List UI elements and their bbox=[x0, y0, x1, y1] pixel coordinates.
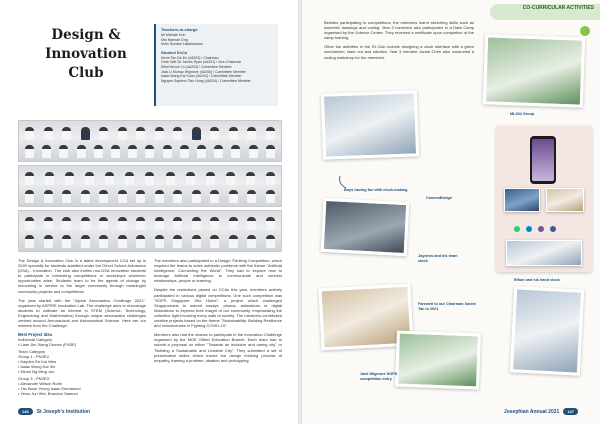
club-title-block bbox=[26, 26, 146, 83]
right-text-column bbox=[324, 20, 474, 64]
page-number: 146 bbox=[18, 408, 33, 415]
chat-app-icon bbox=[514, 226, 520, 232]
photo-caption: Ethan and his hand clock bbox=[514, 278, 560, 282]
activities-paragraph: Other fun activities in the DI Club include designing a clock interface with a given mechanism, laser cut and robotics. Year 3 member Jamal Chen also conducted a coding workshop for the members. bbox=[324, 44, 474, 60]
exco-member: Jack Li Murray Wigmore (4A206) / Committee Member bbox=[161, 69, 246, 74]
app-screenshot bbox=[504, 188, 540, 212]
photo-caption: ML302 Group bbox=[510, 112, 535, 116]
exco-member: Kevin Tan De En (4A202) / Chairman bbox=[161, 55, 219, 60]
ml302-group-photo bbox=[483, 34, 585, 107]
right-folio bbox=[504, 408, 578, 415]
group-photo-2 bbox=[18, 165, 282, 207]
intro-paragraph: The Design & Innovation Club is a talent development CCA set up in 2020 specially for students admitted under the Direct School Admission (DSA) - Innovation. The club also invites non-DSA Innovation students to participate in interesting competitions or workshops whenever opportunities arise. Students learn to be the agents of change by innovating in service to the larger community through meaningful community projects and competitions. bbox=[18, 258, 146, 294]
group-photo-3 bbox=[18, 210, 282, 252]
award-heading: Best Project Idea bbox=[18, 332, 52, 338]
innovation-challenge-paragraph: Members also had the chance to participate in the Innovation Challenge organised by the MOE Gifted Education Branch. Each team had to submit a proposal on either "Towards an inclusive and caring city" or "Building a Sustainable and Liveable City". They submitted a set of presentation slides which traced the design thinking process of empathy, framing a problem, ideation and prototyping. bbox=[154, 332, 282, 363]
winner-name: • Isaac Wong Kai Xin bbox=[18, 364, 56, 370]
section-banner bbox=[490, 4, 600, 22]
left-text-column-2 bbox=[154, 258, 282, 367]
book-spine bbox=[298, 0, 302, 424]
exco-heading: Student ExCo bbox=[161, 49, 188, 55]
teacher-name: Mdm Sundari Lakshmanan bbox=[161, 42, 203, 47]
category-label: Team Category bbox=[18, 349, 46, 355]
exco-member: Chen Wei Ze James Ryan (4A201) / Vice-Chairman bbox=[161, 60, 242, 65]
group-photo-1 bbox=[18, 120, 282, 162]
winner-name: • Ethan Ng Ming Jun bbox=[18, 369, 55, 375]
exco-member: Nguyen Sapiens Tieu Hung (4A204) / Committee Member bbox=[161, 78, 251, 83]
telegram-icon bbox=[526, 226, 532, 232]
left-folio bbox=[18, 408, 90, 415]
messenger-icon bbox=[550, 226, 556, 232]
jaydens-team-photo bbox=[321, 198, 410, 256]
photo-caption: Boys having fun with clock-making bbox=[344, 188, 408, 192]
section-title: CO-CURRICULAR ACTIVITIES bbox=[522, 5, 594, 11]
viber-icon bbox=[538, 226, 544, 232]
clock-making-photo bbox=[321, 90, 419, 159]
winner-name: • Kayden Ee Kai Wen bbox=[18, 359, 57, 365]
winner-name: • Liam Jim Xiang Duman (PN3E) bbox=[18, 342, 77, 348]
presentation-slide bbox=[506, 240, 582, 266]
publication-name: St Joseph's Institution bbox=[36, 408, 91, 415]
page-title: Design & Innovation Club bbox=[45, 27, 127, 81]
winner-name: • Alexander Wilson Robb bbox=[18, 381, 63, 387]
right-page bbox=[300, 0, 600, 424]
photo-caption: Jaydens and his team clock bbox=[418, 254, 458, 263]
publication-name: Josephian Annual 2021 bbox=[503, 408, 560, 415]
commsbridge-board bbox=[496, 126, 592, 272]
teachers-heading: Teachers-in-charge bbox=[161, 27, 198, 32]
leaf-sticker-icon bbox=[580, 26, 590, 36]
group-label: Group 3 - PN2EG bbox=[18, 376, 50, 382]
winner-name: • Tan Boon Yeong Isaac Emmanuel bbox=[18, 386, 81, 392]
winner-name: • Yeow Jun Wei, Brandon Samuel bbox=[18, 391, 78, 397]
phone-mockup-icon bbox=[530, 136, 556, 184]
alpine-paragraph: The year started with the "Alpine Aeronautics Challenge 2021", organised by ASPIRE Incubation Lab. The challenge aims to encourage students to cultivate an interest in STEM (Science, Technology, Engineering and Mathematics) through unique aeronautics challenges centred around Aeronautical and Astronautical Science. Here are our winners from the Challenge: bbox=[18, 297, 146, 329]
sgps-paragraph: Despite the restrictions placed on CCAs this year, members actively participated in various digital competitions. One such competition was "SGPS Singapore Olio Home", a project which challenged Singaporeans to submit essays, photos, animations or digital illustrations to express their insight of our community, emphasising the collective fight involving every walk of society. The members contributed creative projects based on the theme "Sustainability: Building Resilience and Inclusiveness in Fighting COVID-19". bbox=[154, 287, 282, 329]
teacher-name: Mrs Hannah Ong bbox=[161, 37, 188, 42]
app-screenshot bbox=[546, 188, 584, 212]
exco-member: Isaac Wong Kai Xuan (4A202) / Committee Member bbox=[161, 74, 242, 79]
photo-caption: CommsBridge bbox=[426, 196, 452, 200]
curved-arrow-icon bbox=[338, 176, 348, 190]
category-label: Individual Category bbox=[18, 337, 53, 343]
left-text-column bbox=[18, 258, 146, 396]
group-label: Group 1 - PN2EV bbox=[18, 354, 50, 360]
photo-caption: Farewell to our Chairman Xavier Tan in 2021 bbox=[418, 302, 477, 311]
page-number: 147 bbox=[563, 408, 578, 415]
design-thinking-paragraph: The members also participated in a Design Thinking Competition, which required the teams to solve authentic problems with the theme "Artificial Intelligence: Connecting the World". They had to explore how to leverage Artificial Intelligence to communicate and connect relationships, people or learning. bbox=[154, 258, 282, 284]
exco-member: Elliot Nexon Yu (4A203) / Committee Member bbox=[161, 64, 232, 69]
photo-caption: Jack Wigmore SGPS competition entry bbox=[360, 372, 398, 381]
teachers-panel bbox=[154, 24, 278, 106]
hand-clock-photo bbox=[510, 286, 584, 376]
teacher-name: Mr Michael Koh bbox=[161, 33, 186, 37]
skills-paragraph: Besides participating in competitions, the members learnt sketching skills such as isometric drawings and coding. Year 3 members also participated in a Data Camp organised by the Science Centre. They received a certificate upon completion of the camp training. bbox=[324, 20, 474, 41]
